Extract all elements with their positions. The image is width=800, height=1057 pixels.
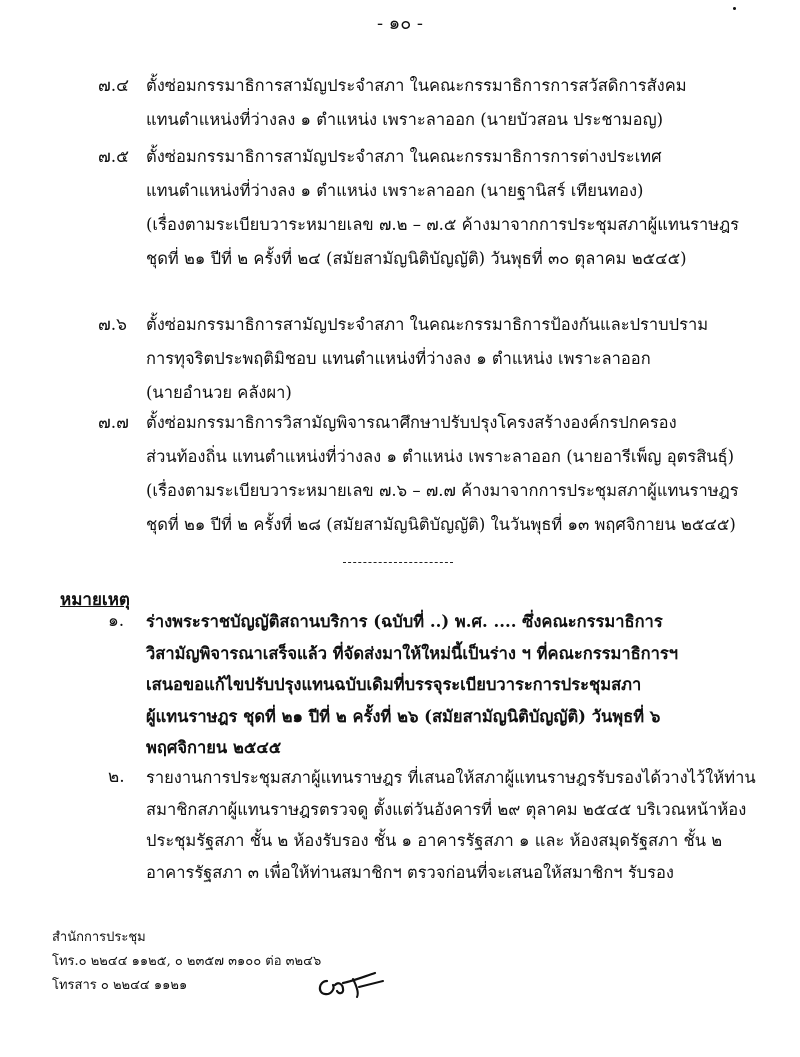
agenda-item-body bbox=[146, 69, 746, 137]
agenda-item-line: (เรื่องตามระเบียบวาระหมายเลข ๗.๒ – ๗.๕ ค้างมาจากการประชุมสภาผู้แทนราษฎร bbox=[146, 215, 740, 234]
section-divider bbox=[343, 562, 453, 563]
agenda-item-line: แทนตำแหน่งที่ว่างลง ๑ ตำแหน่ง เพราะลาออก (นายฐานิสร์ เทียนทอง) bbox=[146, 181, 644, 200]
notes-title: หมายเหตุ bbox=[60, 590, 130, 610]
agenda-item-line: ชุดที่ ๒๑ ปีที่ ๒ ครั้งที่ ๒๘ (สมัยสามัญนิติบัญญัติ) ในวันพุธที่ ๑๓ พฤศจิกายน ๒๕๔๕) bbox=[146, 515, 736, 534]
agenda-item-line: ส่วนท้องถิ่น แทนตำแหน่งที่ว่างลง ๑ ตำแหน่ง เพราะลาออก (นายอารีเพ็ญ อุตรสินธุ์) bbox=[146, 447, 735, 466]
office-name: สำนักการประชุม bbox=[52, 930, 146, 945]
agenda-item-line: ตั้งซ่อมกรรมาธิการสามัญประจำสภา ในคณะกรรมาธิการป้องกันและปราบปราม bbox=[146, 315, 709, 334]
note-body bbox=[146, 762, 766, 888]
agenda-item-line: การทุจริตประพฤติมิชอบ แทนตำแหน่งที่ว่างลง ๑ ตำแหน่ง เพราะลาออก bbox=[146, 349, 651, 368]
note-number: ๒. bbox=[108, 767, 125, 787]
corner-dot bbox=[733, 7, 736, 10]
office-fax: โทรสาร ๐ ๒๒๔๔ ๑๑๒๑ bbox=[52, 978, 188, 993]
office-contact bbox=[52, 926, 321, 998]
agenda-item-line: ตั้งซ่อมกรรมาธิการสามัญประจำสภา ในคณะกรรมาธิการการสวัสดิการสังคม bbox=[146, 76, 687, 95]
note-line: รายงานการประชุมสภาผู้แทนราษฎร ที่เสนอให้สภาผู้แทนราษฎรรับรองได้วางไว้ให้ท่าน bbox=[146, 768, 756, 787]
agenda-item-line: (นายอำนวย คลังผา) bbox=[146, 383, 292, 402]
agenda-item-number: ๗.๕ bbox=[98, 147, 130, 167]
note-line: สมาชิกสภาผู้แทนราษฎรตรวจดู ตั้งแต่วันอังคารที่ ๒๙ ตุลาคม ๒๕๔๕ บริเวณหน้าห้อง bbox=[146, 799, 747, 819]
note-body bbox=[146, 606, 766, 764]
agenda-item-line: ตั้งซ่อมกรรมาธิการสามัญประจำสภา ในคณะกรรมาธิการการต่างประเทศ bbox=[146, 147, 662, 166]
note-line: ผู้แทนราษฎร ชุดที่ ๒๑ ปีที่ ๒ ครั้งที่ ๒๖ (สมัยสามัญนิติบัญญัติ) วันพุธที่ ๖ bbox=[146, 706, 661, 726]
office-phone: โทร.๐ ๒๒๔๔ ๑๑๒๕, ๐ ๒๓๕๗ ๓๑๐๐ ต่อ ๓๒๔๖ bbox=[52, 954, 322, 969]
agenda-item-number: ๗.๔ bbox=[98, 76, 130, 96]
note-line: อาคารรัฐสภา ๓ เพื่อให้ท่านสมาชิกฯ ตรวจก่อนที่จะเสนอให้สมาชิกฯ รับรอง bbox=[146, 862, 674, 882]
note-line: ประชุมรัฐสภา ชั้น ๒ ห้องรับรอง ชั้น ๑ อาคารรัฐสภา ๑ และ ห้องสมุดรัฐสภา ชั้น ๒ bbox=[146, 831, 723, 850]
agenda-item-number: ๗.๖ bbox=[98, 315, 127, 335]
agenda-item-line: (เรื่องตามระเบียบวาระหมายเลข ๗.๖ – ๗.๗ ค้างมาจากการประชุมสภาผู้แทนราษฎร bbox=[146, 481, 739, 500]
note-line: เสนอขอแก้ไขปรับปรุงแทนฉบับเดิมที่บรรจุระเบียบวาระการประชุมสภา bbox=[146, 675, 642, 694]
agenda-item-number: ๗.๗ bbox=[98, 413, 129, 433]
agenda-item-body bbox=[146, 308, 746, 410]
note-number: ๑. bbox=[108, 611, 125, 631]
agenda-item-line: ชุดที่ ๒๑ ปีที่ ๒ ครั้งที่ ๒๔ (สมัยสามัญนิติบัญญัติ) วันพุธที่ ๓๐ ตุลาคม ๒๕๔๕) bbox=[146, 249, 687, 268]
note-line: พฤศจิกายน ๒๕๔๕ bbox=[146, 738, 282, 757]
agenda-item-body bbox=[146, 140, 746, 276]
agenda-item-line: ตั้งซ่อมกรรมาธิการวิสามัญพิจารณาศึกษาปรับปรุงโครงสร้างองค์กรปกครอง bbox=[146, 413, 677, 432]
handwritten-initials bbox=[313, 963, 389, 1003]
note-line: ร่างพระราชบัญญัติสถานบริการ (ฉบับที่ ..) พ.ศ. .... ซึ่งคณะกรรมาธิการ bbox=[146, 612, 663, 631]
note-line: วิสามัญพิจารณาเสร็จแล้ว ที่จัดส่งมาให้ใหม่นี้เป็นร่าง ฯ ที่คณะกรรมาธิการฯ bbox=[146, 643, 679, 663]
agenda-item-line: แทนตำแหน่งที่ว่างลง ๑ ตำแหน่ง เพราะลาออก (นายบัวสอน ประชามอญ) bbox=[146, 110, 664, 129]
agenda-item-body bbox=[146, 406, 746, 542]
page-number: - ๑๐ - bbox=[376, 13, 424, 34]
